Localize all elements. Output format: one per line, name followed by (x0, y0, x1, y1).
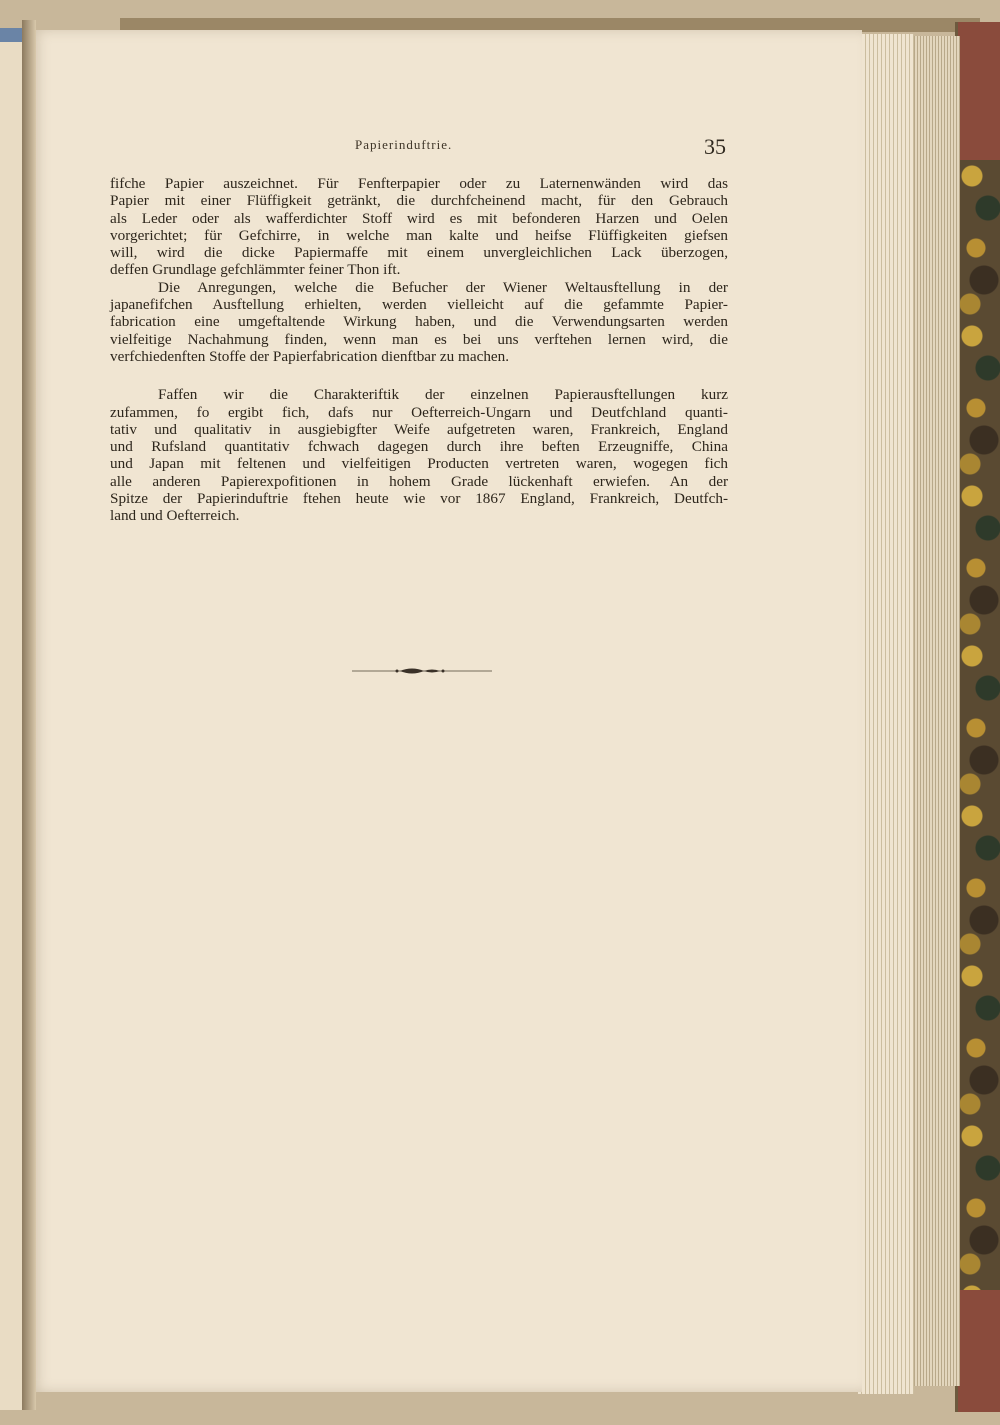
text-line: Die Anregungen, welche die Befucher der Wiener Weltausftellung in der (158, 278, 728, 296)
page-stack-edges (858, 34, 914, 1394)
text-line: Papier mit einer Flüffigkeit getränkt, die durchfcheinend macht, für den Gebrauch (110, 192, 728, 210)
text-line: deffen Grundlage gefchlämmter feiner Thon ift. (110, 261, 401, 279)
leather-corner-top (958, 22, 1000, 162)
decorative-rule-ornament (352, 665, 492, 677)
text-line: und Japan mit feltenen und vielfeitigen Producten vertreten waren, wogegen fich (110, 455, 728, 473)
text-line: zufammen, fo ergibt fich, dafs nur Oefterreich-Ungarn und Deutfchland quanti- (110, 403, 728, 421)
paragraph-1 (110, 175, 728, 279)
page-block-edge (906, 36, 960, 1386)
text-line: fifche Papier auszeichnet. Für Fenfterpapier oder zu Laternenwänden wird das (110, 175, 728, 192)
paragraph-3 (110, 386, 728, 524)
book-gutter (22, 20, 36, 1410)
paragraph-2 (110, 279, 728, 365)
leather-corner-bottom (958, 1290, 1000, 1412)
running-head: Papierinduftrie. (355, 137, 453, 152)
text-line: land und Oefterreich. (110, 507, 240, 525)
text-line: tativ und qualitativ in ausgiebigfter Weife aufgetreten waren, Frankreich, England (110, 420, 728, 438)
text-line: japanefifchen Ausftellung erhielten, werden vielleicht auf die gefammte Papier- (110, 296, 728, 314)
text-line: vorgerichtet; für Gefchirre, in welche man kalte und heifse Flüffigkeiten giefsen (110, 226, 728, 244)
text-line: Faffen wir die Charakteriftik der einzelnen Papierausftellungen kurz (158, 386, 728, 404)
text-line: alle anderen Papierexpofitionen in hohem Grade lückenhaft erwiefen. An der (110, 472, 728, 490)
text-line: fabrication eine umgeftaltende Wirkung haben, und die Verwendungsarten werden (110, 313, 728, 331)
text-line: Spitze der Papierinduftrie ftehen heute wie vor 1867 England, Frankreich, Deutfch- (110, 490, 728, 508)
text-line: will, wird die dicke Papiermaffe mit einem unvergleichlichen Lack überzogen, (110, 244, 728, 262)
text-line: vielfeitige Nachahmung finden, wenn man es bei uns verftehen lernen wird, die (110, 330, 728, 348)
marbled-cover (960, 160, 1000, 1300)
text-line: und Rufsland quantitativ fchwach dagegen durch ihre beften Erzeugniffe, China (110, 438, 728, 456)
text-line: verfchiedenften Stoffe der Papierfabrication dienftbar zu machen. (110, 347, 510, 365)
body-text (110, 175, 728, 525)
text-line: als Leder oder als wafferdichter Stoff wird es mit befonderen Harzen und Oelen (110, 209, 728, 227)
page-number: 35 (704, 134, 726, 159)
